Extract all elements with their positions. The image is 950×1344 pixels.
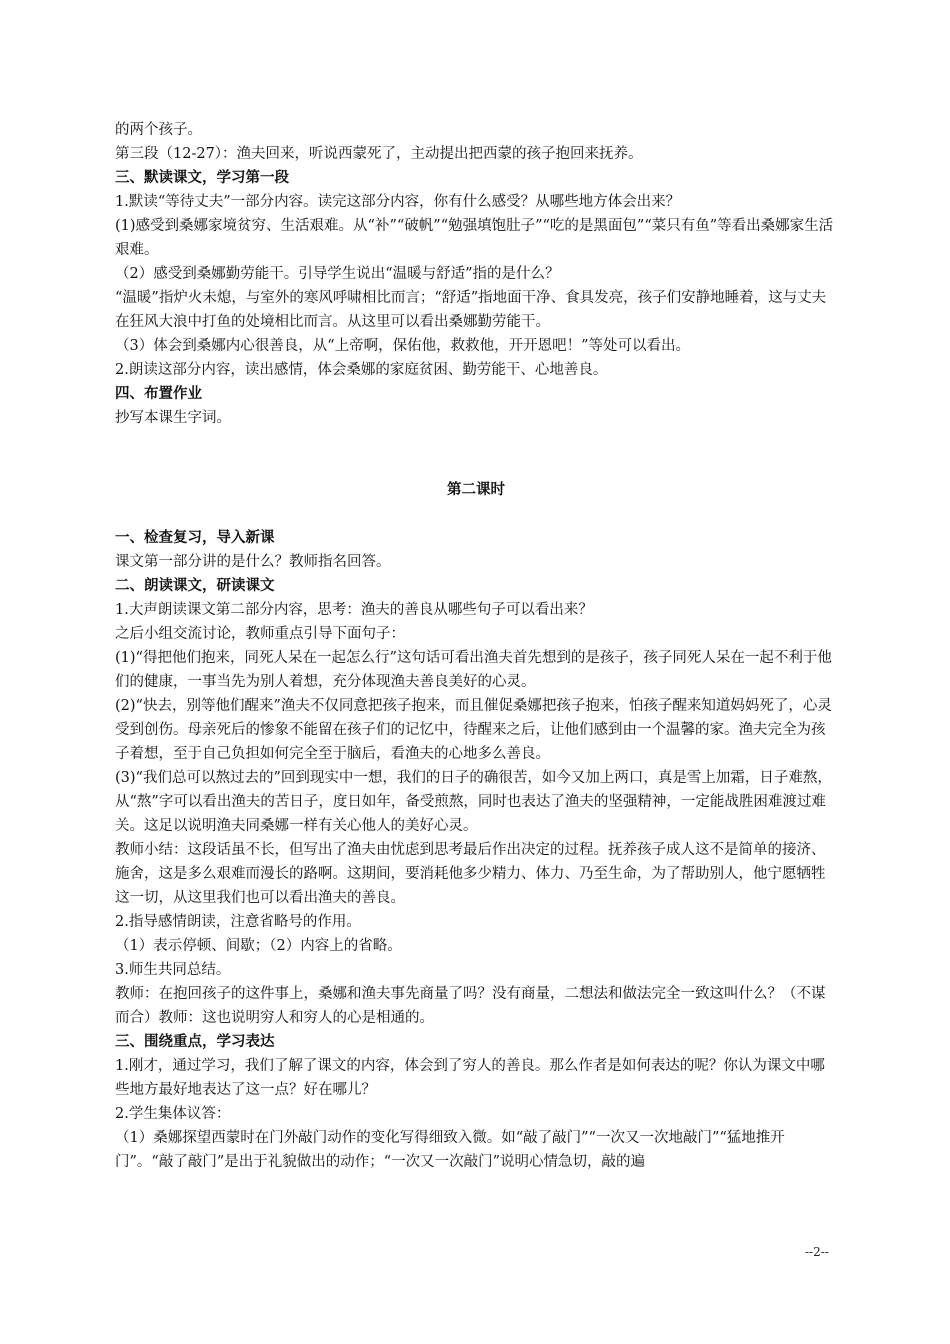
paragraph: 之后小组交流讨论，教师重点引导下面句子： bbox=[115, 626, 405, 642]
paragraph: (3)“我们总可以熬过去的”回到现实中一想，我们的日子的确很苦，如今又加上两口，真是雪上加霜，日子难熬，从“熬”字可以看出渔夫的苦日子，度日如年，备受煎熬，同时也表达了渔夫的坚强精神，一定能战胜困难渡过难关。这足以说明渔夫同桑娜一样有关心他人的美好心灵。 bbox=[115, 770, 832, 834]
section-heading: 三、围绕重点，学习表达 bbox=[115, 1033, 275, 1050]
paragraph: （2）感受到桑娜勤劳能干。引导学生说出“温暖与舒适”指的是什么？ bbox=[115, 266, 560, 282]
page-number: --2-- bbox=[805, 1245, 829, 1259]
paragraph: 教师：在抱回孩子的这件事上，桑娜和渔夫事先商量了吗？没有商量，二想法和做法完全一致这叫什么？（不谋而合）教师：这也说明穷人和穷人的心是相通的。 bbox=[115, 986, 826, 1026]
paragraph: （3）体会到桑娜内心很善良，从“上帝啊，保佑他，救救他，开开恩吧！”等处可以看出。 bbox=[115, 338, 691, 354]
paragraph: 课文第一部分讲的是什么？教师指名回答。 bbox=[115, 554, 391, 570]
paragraph: (2)“快去，别等他们醒来”渔夫不仅同意把孩子抱来，而且催促桑娜把孩子抱来，怕孩子醒来知道妈妈死了，心灵受到创伤。母亲死后的惨象不能留在孩子们的记忆中，待醒来之后，让他们感到由一个温馨的家。渔夫完全为孩子着想，至于自己负担如何完全至于脑后，看渔夫的心地多么善良。 bbox=[115, 698, 832, 762]
top-section bbox=[115, 118, 837, 430]
paragraph: 3.师生共同总结。 bbox=[115, 962, 231, 978]
paragraph: 抄写本课生字词。 bbox=[115, 410, 231, 426]
paragraph: 教师小结：这段话虽不长，但写出了渔夫由忧虑到思考最后作出决定的过程。抚养孩子成人这不是简单的接济、施舍，这是多么艰难而漫长的路啊。这期间，要消耗他多少精力、体力、乃至生命，为了帮助别人，他宁愿牺牲这一切，从这里我们也可以看出渔夫的善良。 bbox=[115, 842, 826, 906]
section-heading: 四、布置作业 bbox=[115, 385, 202, 402]
section-heading: 二、朗读课文，研读课文 bbox=[115, 577, 275, 594]
document-page bbox=[115, 118, 837, 1174]
spacer bbox=[115, 430, 837, 454]
paragraph: 1.刚才，通过学习，我们了解了课文的内容，体会到了穷人的善良。那么作者是如何表达的呢？你认为课文中哪些地方最好地表达了这一点？好在哪儿？ bbox=[115, 1058, 825, 1098]
bottom-section bbox=[115, 526, 837, 1174]
spacer bbox=[115, 502, 837, 526]
paragraph: 1.大声朗读课文第二部分内容，思考：渔夫的善良从哪些句子可以看出来？ bbox=[115, 602, 593, 618]
section-title: 第二课时 bbox=[447, 481, 505, 498]
paragraph: （1）桑娜探望西蒙时在门外敲门动作的变化写得细致入微。如“敲了敲门”“一次又一次地敲门”“猛地推开门”。“敲了敲门”是出于礼貌做出的动作；“一次又一次敲门”说明心情急切，敲的遍 bbox=[115, 1130, 785, 1170]
paragraph: “温暖”指炉火未熄，与室外的寒风呼啸相比而言；“舒适”指地面干净、食具发亮，孩子们安静地睡着，这与丈夫在狂风大浪中打鱼的处境相比而言。从这里可以看出桑娜勤劳能干。 bbox=[115, 290, 827, 330]
paragraph: （1）表示停顿、间歇；（2）内容上的省略。 bbox=[115, 938, 402, 954]
paragraph: 2.指导感情朗读，注意省略号的作用。 bbox=[115, 914, 361, 930]
spacer bbox=[115, 454, 837, 478]
paragraph: 2.学生集体议答： bbox=[115, 1106, 231, 1122]
paragraph: 1.默读“等待丈夫”一部分内容。读完这部分内容，你有什么感受？从哪些地方体会出来？ bbox=[115, 194, 681, 210]
paragraph: 2.朗读这部分内容，读出感情，体会桑娜的家庭贫困、勤劳能干、心地善良。 bbox=[115, 362, 608, 378]
section-heading: 一、检查复习，导入新课 bbox=[115, 529, 275, 546]
paragraph: (1)“得把他们抱来，同死人呆在一起怎么行”这句话可看出渔夫首先想到的是孩子，孩子同死人呆在一起不利于他们的健康，一事当先为别人着想，充分体现渔夫善良美好的心灵。 bbox=[115, 650, 832, 690]
paragraph: 第三段（12-27）：渔夫回来，听说西蒙死了，主动提出把西蒙的孩子抱回来抚养。 bbox=[115, 146, 643, 162]
paragraph: (1)感受到桑娜家境贫穷、生活艰难。从“补”“破帆”“勉强填饱肚子”“吃的是黑面包”“菜只有鱼”等看出桑娜家生活艰难。 bbox=[115, 218, 834, 258]
section-heading: 三、默读课文，学习第一段 bbox=[115, 169, 289, 186]
paragraph: 的两个孩子。 bbox=[115, 122, 202, 138]
